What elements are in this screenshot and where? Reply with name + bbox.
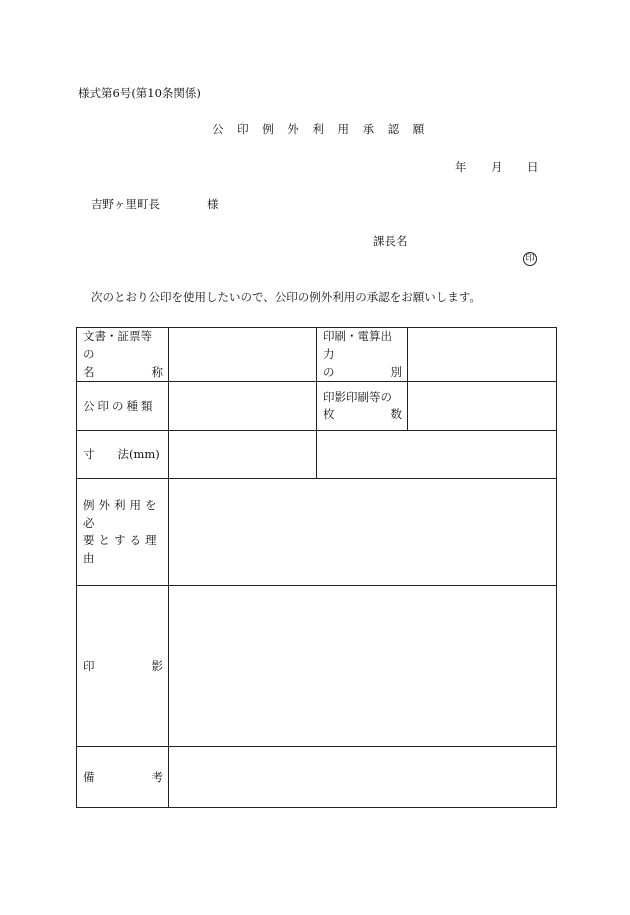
addressee-name: 吉野ヶ里町長 (91, 197, 160, 211)
date-month-label: 月 (491, 160, 503, 174)
seal-icon (523, 252, 537, 266)
seal-label: 印 (525, 253, 535, 264)
print-count-label (317, 382, 408, 431)
reason-line1: 例外利用を必 (83, 497, 161, 530)
size-label (77, 431, 169, 479)
size-extra-field[interactable] (317, 431, 557, 479)
print-count-line2: 枚 数 (323, 407, 402, 422)
remarks-text: 備 考 (83, 769, 163, 784)
output-type-line1: 印刷・電算出力 (323, 329, 392, 361)
size-text: 寸 法(mm) (83, 447, 160, 462)
remarks-label (77, 747, 169, 808)
addressee-honorific: 様 (207, 197, 219, 211)
output-type-field[interactable] (408, 328, 557, 382)
doc-name-label (77, 328, 169, 382)
seal-kind-field[interactable] (169, 382, 317, 431)
seal-kind-text: 公印の種類 (83, 398, 156, 413)
size-field[interactable] (169, 431, 317, 479)
print-count-field[interactable] (408, 382, 557, 431)
reason-label (77, 479, 169, 586)
reason-line2: 要とする理由 (83, 533, 161, 566)
output-type-label (317, 328, 408, 382)
seal-kind-label (77, 382, 169, 431)
output-type-line2: の 別 (323, 364, 402, 379)
doc-name-field[interactable] (169, 328, 317, 382)
date-year-label: 年 (455, 160, 467, 174)
applicant-label: 課長名 (373, 234, 408, 248)
remarks-field[interactable] (169, 747, 557, 808)
doc-name-line2: 名 称 (83, 364, 163, 379)
impression-label (77, 586, 169, 747)
document-title: 公印例外利用承認願 (212, 122, 438, 136)
form-table (76, 327, 557, 808)
impression-text: 印 影 (83, 658, 163, 673)
date-day-label: 日 (527, 160, 539, 174)
impression-field[interactable] (169, 586, 557, 747)
doc-name-line1: 文書・証票等の (83, 329, 152, 361)
form-number: 様式第6号(第10条関係) (78, 86, 201, 100)
reason-field[interactable] (169, 479, 557, 586)
print-count-line1: 印影印刷等の (323, 389, 392, 404)
request-text: 次のとおり公印を使用したいので、公印の例外利用の承認をお願いします。 (91, 290, 481, 304)
